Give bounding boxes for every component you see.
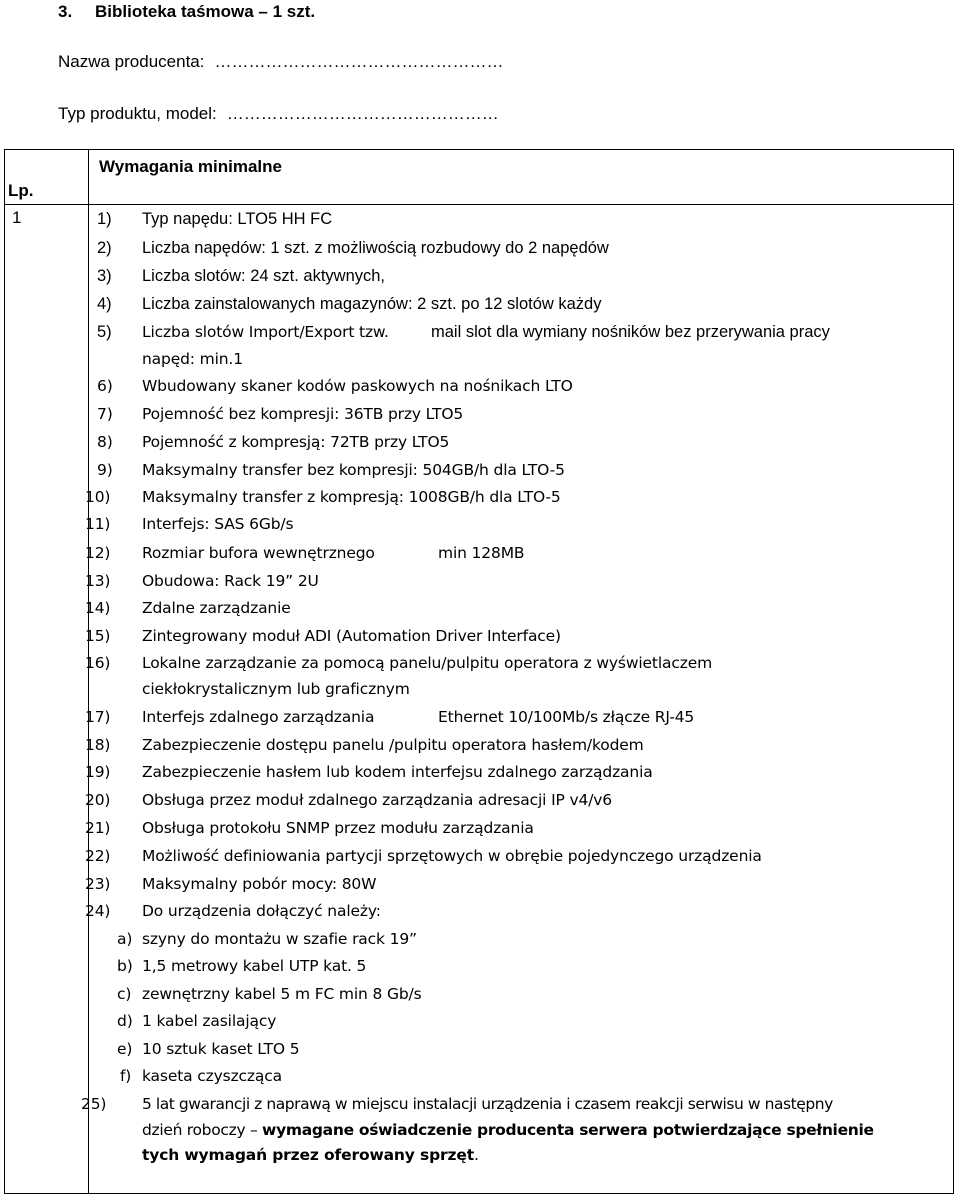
manufacturer-label: Nazwa producenta:: [58, 52, 205, 71]
model-field: [58, 104, 499, 124]
row-number: 1: [12, 208, 22, 227]
model-blank: …………………………………………: [226, 104, 499, 123]
model-label: Typ produktu, model:: [58, 104, 217, 123]
section-title: Biblioteka taśmowa – 1 szt.: [95, 2, 316, 21]
manufacturer-blank: ……………………………………………: [214, 52, 504, 71]
requirements-list: 1) Typ napędu: LTO5 HH FC 2) Liczba napędów: 1 szt. z możliwością rozbudowy do 2 napędów 3) Liczba slotów: 24 szt. aktywnych, 4) Liczba zainstalowanych magazynów: 2 szt. po 12 slotów każdy 5) Liczba slotów Import/Export tzw. mail slot dla wymiany nośników bez przerywania pracy napęd: min.1 6) Wbudowany skaner kodów paskowych na nośnikach LTO 7) Pojemność bez kompresji: 36TB przy LTO5 8) Pojemność z kompresją: 72TB przy LTO5 9) Maksymalny transfer bez kompresji: 504GB/h dla LTO-5 10) Maksymalny transfer z kompresją: 1008GB/h dla LTO-5 11) Interfejs: SAS 6Gb/s 12) Rozmiar bufora wewnętrznego min 128MB 13) Obudowa: Rack 19” 2U 14) Zdalne zarządzanie 15) Zintegrowany moduł ADI (Automation Driver Interface) 16) Lokalne zarządzanie za pomocą panelu/pulpitu operatora z wyświetlaczem ciekłokrystalicznym lub graficznym 17) Interfejs zdalnego zarządzania Ethernet 10/100Mb/s złącze RJ-45 18) Zabezpieczenie dostępu panelu /pulpitu operatora hasłem/kodem 19) Zabezpieczenie hasłem lub kodem interfejsu zdalnego zarządzania 20) Obsługa przez moduł zdalnego zarządzania adresacji IP v4/v6 21) Obsługa protokołu SNMP przez modułu zarządzania 22) Możliwość definiowania partycji sprzętowych w obrębie pojedynczego urządzenia 23) Maksymalny pobór mocy: 80W 24) Do urządzenia dołączyć należy: a) szyny do montażu w szafie rack 19” b) 1,5 metrowy kabel UTP kat. 5 c) zewnętrzny kabel 5 m FC min 8 Gb/s d) 1 kabel zasilający e) 10 sztuk kaset LTO 5 f) kaseta czyszcząca 25) 5 lat gwarancji z naprawą w miejscu instalacji urządzenia i czasem reakcji serwisu w następny dzień roboczy – wymagane oświadczenie producenta serwera potwierdzające spełnienie tych wymagań przez oferowany sprzęt.: [81, 210, 874, 1164]
lp-header: Lp.: [8, 181, 34, 200]
requirements-table: [4, 149, 954, 1194]
manufacturer-field: [58, 52, 503, 72]
section-number: 3.: [58, 2, 73, 21]
requirements-header: Wymagania minimalne: [99, 157, 282, 176]
